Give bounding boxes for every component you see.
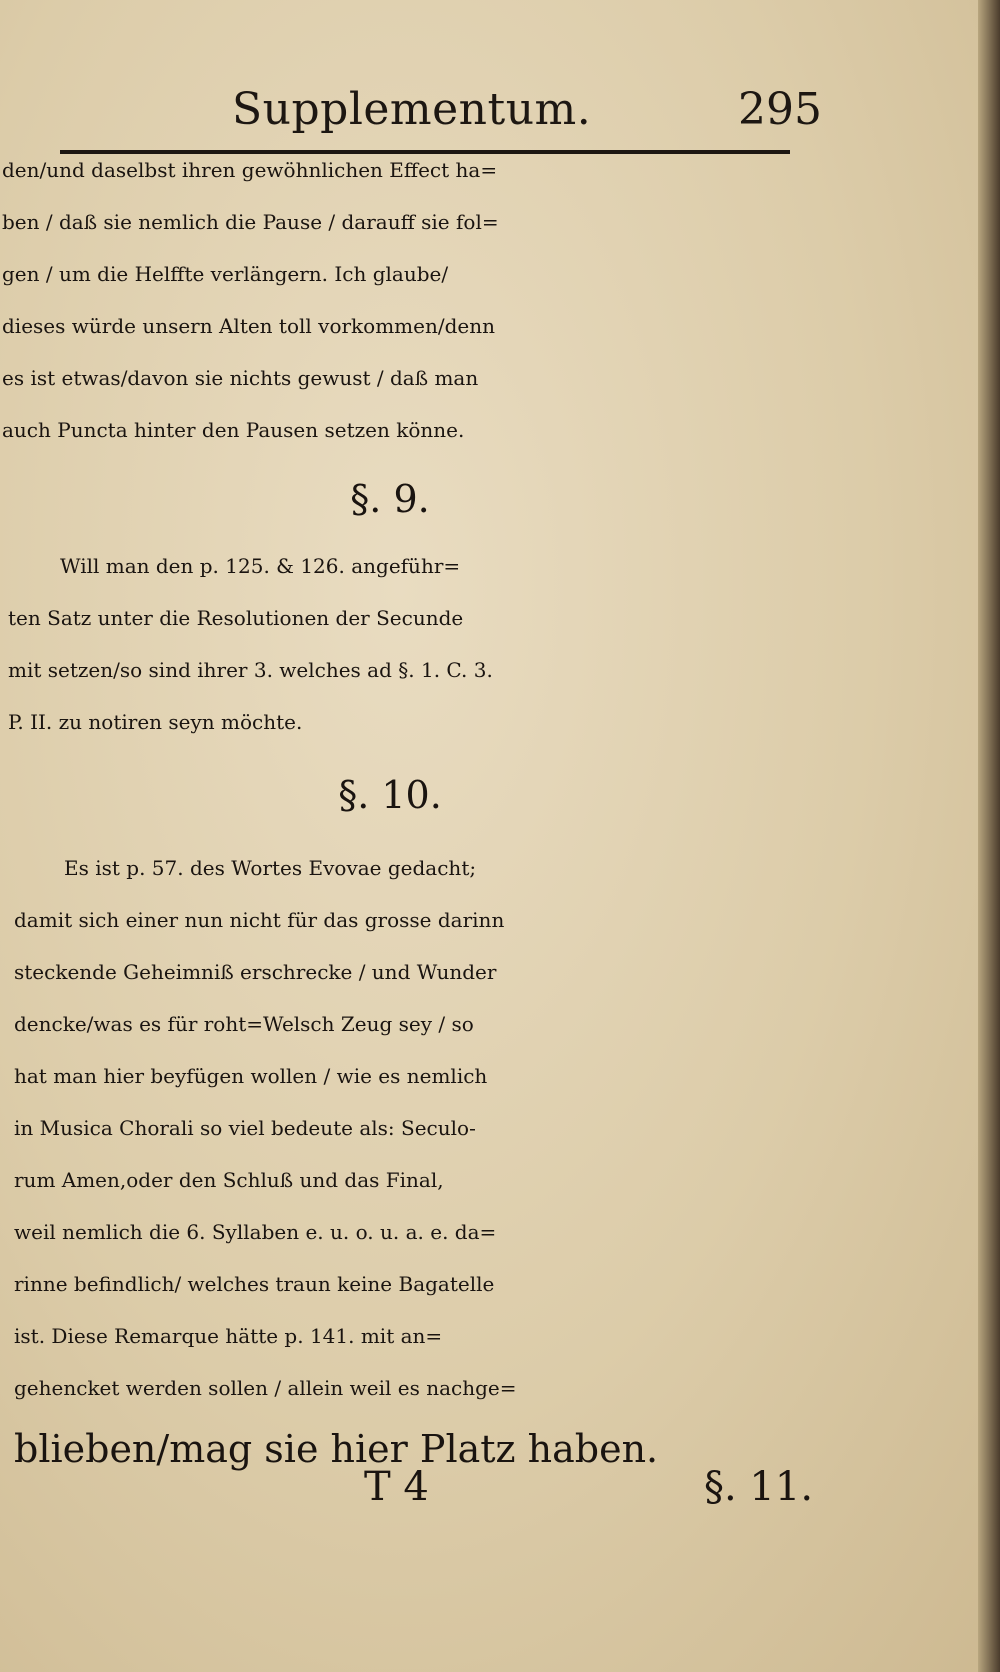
text-line: blieben/mag sie hier Platz haben. [14,1427,659,1471]
text-line: rinne befindlich/ welches traun keine Bagatelle [14,1272,495,1296]
text-line: mit setzen/so sind ihrer 3. welches ad §. 1. C. 3. [8,658,493,682]
text-line: gen / um die Helffte verlängern. Ich glaube/ [2,262,449,286]
text-line: dieses würde unsern Alten toll vorkommen/denn [2,314,495,338]
text-line: auch Puncta hinter den Pausen setzen könne. [2,418,465,442]
text-line: steckende Geheimniß erschrecke / und Wunder [14,960,497,984]
text-line: Will man den p. 125. & 126. angeführ= [60,554,461,578]
text-line: in Musica Chorali so viel bedeute als: Seculo- [14,1116,476,1140]
header-rule [60,150,790,154]
running-head-title: Supplementum. [232,84,592,135]
text-line: dencke/was es für roht=Welsch Zeug sey / so [14,1012,474,1036]
text-line: P. II. zu notiren seyn möchte. [8,710,303,734]
page-number: 295 [738,84,822,135]
text-line: damit sich einer nun nicht für das grosse darinn [14,908,505,932]
text-line: ten Satz unter die Resolutionen der Secunde [8,606,464,630]
page-edge-shadow [978,0,1000,1672]
text-line: ben / daß sie nemlich die Pause / darauff sie fol= [2,210,499,234]
text-line: es ist etwas/davon sie nichts gewust / daß man [2,366,479,390]
section-heading: §. 9. [350,477,430,521]
text-line: den/und daselbst ihren gewöhnlichen Effect ha= [2,158,498,182]
text-line: rum Amen,oder den Schluß und das Final, [14,1168,444,1192]
signature-mark: T 4 [364,1464,429,1510]
text-line: ist. Diese Remarque hätte p. 141. mit an= [14,1324,443,1348]
text-line: gehencket werden sollen / allein weil es nachge= [14,1376,517,1400]
text-line: hat man hier beyfügen wollen / wie es nemlich [14,1064,488,1088]
text-line: weil nemlich die 6. Syllaben e. u. o. u. a. e. da= [14,1220,497,1244]
section-heading: §. 10. [338,773,442,817]
catchword: §. 11. [704,1464,814,1510]
text-line: Es ist p. 57. des Wortes Evovae gedacht; [64,856,477,880]
